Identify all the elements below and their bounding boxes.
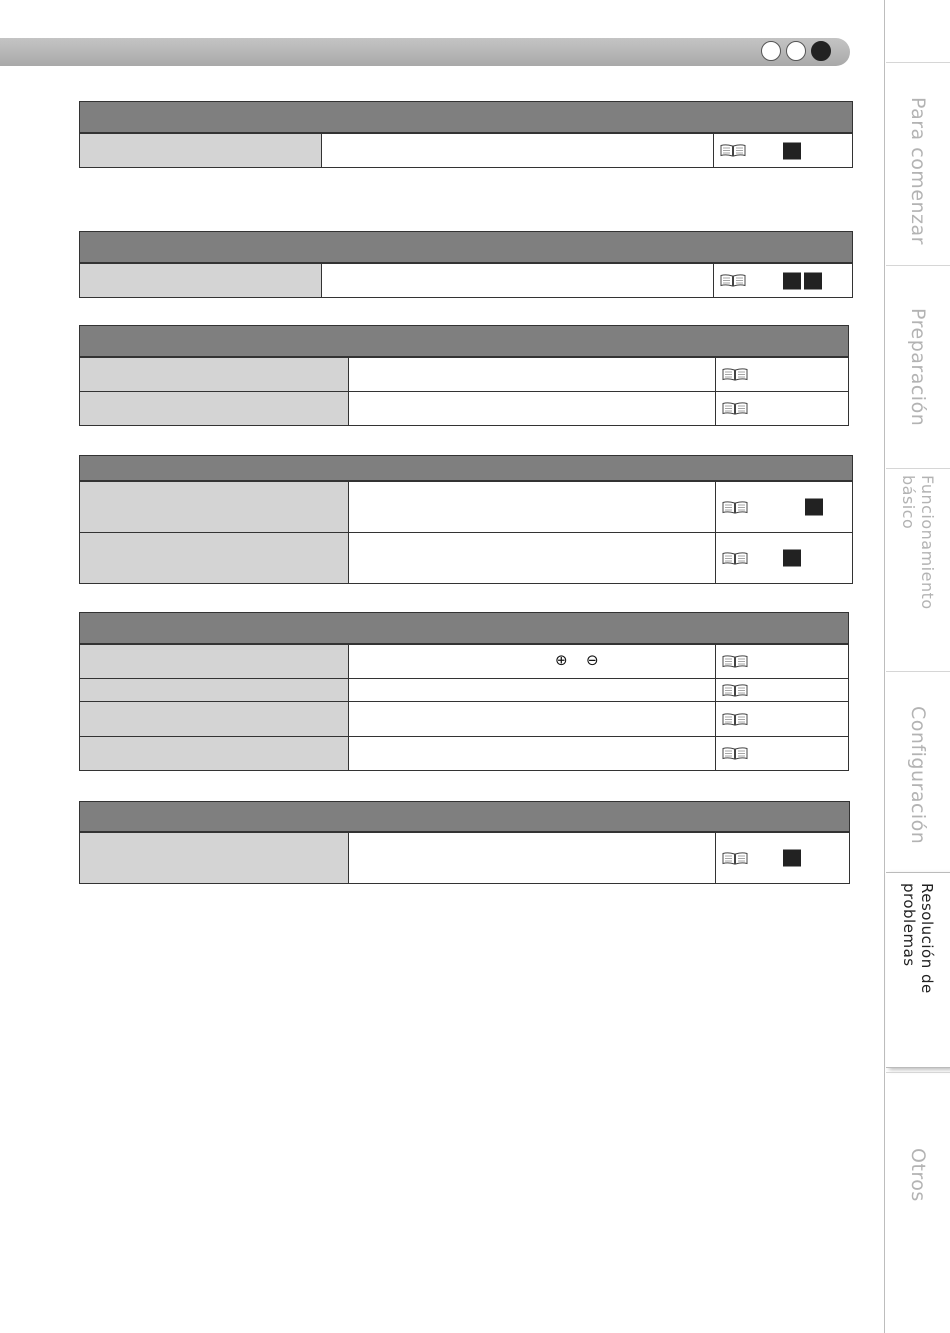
table-header	[80, 232, 852, 263]
solution-cell	[349, 702, 716, 736]
open-book-icon	[722, 368, 748, 381]
reference-cell	[716, 358, 848, 391]
solution-cell	[322, 264, 714, 297]
solution-cell	[349, 833, 716, 883]
table-header	[80, 326, 848, 357]
open-book-icon	[722, 684, 748, 697]
black-square-icon	[804, 272, 822, 289]
table-row	[80, 678, 848, 701]
solution-cell	[349, 645, 716, 678]
table-row	[80, 133, 852, 167]
plus-circle-icon: ⊕	[555, 651, 568, 669]
problem-cell	[80, 134, 322, 167]
reference-cell	[716, 533, 852, 583]
table-header	[80, 456, 852, 481]
tab-label: Resolución de problemas	[900, 883, 936, 994]
reference-cell	[714, 134, 852, 167]
problem-cell	[80, 833, 349, 883]
open-book-icon	[722, 713, 748, 726]
progress-dot-1	[761, 41, 781, 61]
open-book-icon	[720, 144, 746, 157]
black-square-icon	[805, 499, 823, 516]
table-row	[80, 481, 852, 532]
troubleshooting-table-1	[79, 101, 853, 168]
minus-circle-icon: ⊖	[586, 651, 599, 669]
table-header	[80, 102, 852, 133]
header-bar	[0, 38, 850, 66]
problem-cell	[80, 679, 349, 701]
open-book-icon	[722, 747, 748, 760]
reference-cell	[716, 833, 849, 883]
table-header	[80, 613, 848, 644]
tab-preparacion[interactable]	[886, 265, 950, 465]
tab-funcionamiento-basico[interactable]	[886, 468, 950, 668]
troubleshooting-table-2	[79, 231, 853, 298]
table-row	[80, 357, 848, 391]
reference-cell	[716, 392, 848, 425]
troubleshooting-table-3	[79, 325, 849, 426]
solution-cell	[349, 482, 716, 532]
solution-cell	[349, 358, 716, 391]
progress-dots	[761, 41, 831, 63]
problem-cell	[80, 392, 349, 425]
reference-cell	[716, 482, 852, 532]
table-row	[80, 532, 852, 583]
problem-cell	[80, 533, 349, 583]
solution-cell	[349, 737, 716, 770]
reference-cell	[716, 702, 848, 736]
problem-cell	[80, 358, 349, 391]
progress-dot-2	[786, 41, 806, 61]
troubleshooting-table-5	[79, 612, 849, 771]
problem-cell	[80, 737, 349, 770]
table-row	[80, 832, 849, 883]
progress-dot-3	[811, 41, 831, 61]
table-row	[80, 644, 848, 678]
reference-cell	[716, 737, 848, 770]
troubleshooting-table-4	[79, 455, 853, 584]
tab-label: Funcionamiento básico	[899, 475, 937, 610]
tab-configuracion[interactable]	[886, 671, 950, 871]
tab-label: Configuración	[907, 706, 929, 845]
tab-para-comenzar[interactable]	[886, 62, 950, 262]
problem-cell	[80, 482, 349, 532]
black-square-icon	[783, 142, 801, 159]
solution-cell	[322, 134, 714, 167]
table-row	[80, 263, 852, 297]
open-book-icon	[722, 501, 748, 514]
tab-resolucion-de-problemas[interactable]	[886, 872, 950, 1068]
tab-otros[interactable]	[886, 1072, 950, 1327]
black-square-icon	[783, 550, 801, 567]
table-row	[80, 736, 848, 770]
open-book-icon	[722, 402, 748, 415]
reference-cell	[716, 645, 848, 678]
troubleshooting-table-6	[79, 801, 850, 884]
reference-cell	[714, 264, 852, 297]
tab-label: Preparación	[907, 308, 929, 427]
open-book-icon	[720, 274, 746, 287]
table-row	[80, 701, 848, 736]
problem-cell	[80, 702, 349, 736]
open-book-icon	[722, 552, 748, 565]
table-header	[80, 802, 849, 832]
problem-cell	[80, 264, 322, 297]
sidebar-divider	[884, 0, 885, 1333]
open-book-icon	[722, 655, 748, 668]
black-square-icon	[783, 272, 801, 289]
tab-label: Otros	[907, 1148, 929, 1202]
reference-cell	[716, 679, 848, 701]
solution-cell	[349, 679, 716, 701]
solution-cell	[349, 533, 716, 583]
table-row	[80, 391, 848, 425]
problem-cell	[80, 645, 349, 678]
open-book-icon	[722, 852, 748, 865]
black-square-icon	[783, 850, 801, 867]
solution-cell	[349, 392, 716, 425]
tab-label: Para comenzar	[907, 97, 929, 245]
